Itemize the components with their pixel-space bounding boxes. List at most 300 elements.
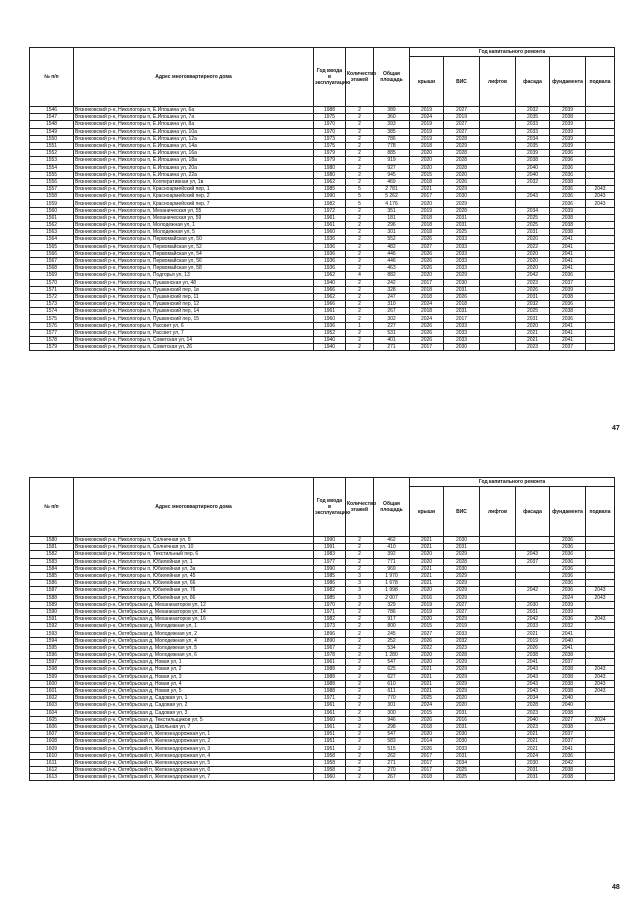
cell-floors: 2 xyxy=(346,774,374,781)
cell-vis: 2029 xyxy=(444,587,480,594)
cell-facade: 2031 xyxy=(516,293,550,300)
cell-vis: 2028 xyxy=(444,157,480,164)
cell-num: 1586 xyxy=(30,580,74,587)
cell-foundation: 2037 xyxy=(550,279,586,286)
table-row xyxy=(30,767,615,774)
cell-vis: 2016 xyxy=(444,716,480,723)
cell-roof: 2018 xyxy=(410,214,444,221)
cell-address: Вязниковский р-н, Никологоры п, Солнечная ул, 8 xyxy=(74,537,314,544)
cell-roof: 2020 xyxy=(410,164,444,171)
cell-floors: 3 xyxy=(346,572,374,579)
cell-address: Вязниковский р-н, Октябрьский п, Железнодорожная ул, 3 xyxy=(74,745,314,752)
cell-facade: 2042 xyxy=(516,272,550,279)
cell-num: 1580 xyxy=(30,537,74,544)
cell-foundation: 2039 xyxy=(550,135,586,142)
cell-lift xyxy=(480,630,516,637)
cell-roof: 2024 xyxy=(410,702,444,709)
cell-facade: 2043 xyxy=(516,680,550,687)
cell-foundation: 2038 xyxy=(550,308,586,315)
cell-floors: 3 xyxy=(346,716,374,723)
cell-year: 1940 xyxy=(314,344,346,351)
cell-lift xyxy=(480,752,516,759)
table-row xyxy=(30,738,615,745)
cell-address: Вязниковский р-н, Никологоры п, Первомайская ул, 54 xyxy=(74,250,314,257)
cell-address: Вязниковский р-н, Никологоры п, Механическая ул, 59 xyxy=(74,214,314,221)
header-num: № п/п xyxy=(30,478,74,537)
cell-facade: 2025 xyxy=(516,214,550,221)
cell-area: 627 xyxy=(374,673,410,680)
header-basement: подвала xyxy=(586,487,615,537)
cell-address: Вязниковский р-н, Никологоры п, Рассвет ул, 7 xyxy=(74,329,314,336)
cell-area: 245 xyxy=(374,630,410,637)
cell-roof: 2020 xyxy=(410,150,444,157)
cell-facade: 2034 xyxy=(516,207,550,214)
cell-address: Вязниковский р-н, Никологоры п, Первомайская ул, 56 xyxy=(74,257,314,264)
cell-vis: 2031 xyxy=(444,544,480,551)
cell-address: Вязниковский р-н, Октябрьская д, Молодежная ул, 1 xyxy=(74,623,314,630)
cell-year: 1961 xyxy=(314,659,346,666)
cell-vis: 2018 xyxy=(444,301,480,308)
cell-num: 1595 xyxy=(30,644,74,651)
repair-schedule-table xyxy=(29,477,615,781)
cell-foundation: 2038 xyxy=(550,673,586,680)
header-address: Адрес многоквартирного дома xyxy=(74,478,314,537)
cell-area: 392 xyxy=(374,551,410,558)
cell-area: 296 xyxy=(374,222,410,229)
cell-num: 1583 xyxy=(30,558,74,565)
cell-num: 1573 xyxy=(30,301,74,308)
cell-address: Вязниковский р-н, Октябрьская д, Новая ул, 4 xyxy=(74,680,314,687)
cell-year: 1985 xyxy=(314,186,346,193)
cell-vis: 2020 xyxy=(444,702,480,709)
cell-facade: 2030 xyxy=(516,759,550,766)
cell-year: 1890 xyxy=(314,637,346,644)
cell-vis: 2030 xyxy=(444,731,480,738)
cell-floors: 2 xyxy=(346,601,374,608)
cell-floors: 2 xyxy=(346,157,374,164)
cell-year: 1977 xyxy=(314,558,346,565)
cell-foundation: 2042 xyxy=(550,759,586,766)
cell-roof: 2018 xyxy=(410,222,444,229)
cell-basement xyxy=(586,630,615,637)
cell-area: 885 xyxy=(374,150,410,157)
cell-num: 1608 xyxy=(30,738,74,745)
cell-foundation: 2036 xyxy=(550,537,586,544)
cell-facade xyxy=(516,565,550,572)
cell-address: Вязниковский р-н, Никологоры п, Советская ул, 14 xyxy=(74,337,314,344)
cell-facade: 2034 xyxy=(516,695,550,702)
header-group: Год капитального ремонта xyxy=(410,478,615,487)
cell-roof: 2026 xyxy=(410,322,444,329)
cell-area: 271 xyxy=(374,759,410,766)
cell-floors: 2 xyxy=(346,637,374,644)
cell-facade: 2035 xyxy=(516,142,550,149)
cell-lift xyxy=(480,673,516,680)
cell-facade: 2031 xyxy=(516,315,550,322)
cell-lift xyxy=(480,687,516,694)
cell-address: Вязниковский р-н, Октябрьская д, Школьная ул, 7 xyxy=(74,723,314,730)
cell-address: Вязниковский р-н, Никологоры п, Е.Ипошина ул, 6а xyxy=(74,107,314,114)
cell-year: 1936 xyxy=(314,265,346,272)
cell-address: Вязниковский р-н, Октябрьская д, Новая ул, 1 xyxy=(74,659,314,666)
table-row xyxy=(30,594,615,601)
cell-year: 1982 xyxy=(314,616,346,623)
cell-address: Вязниковский р-н, Никологоры п, Кооперативная ул, 1в xyxy=(74,178,314,185)
cell-area: 5 262 xyxy=(374,193,410,200)
cell-facade: 2023 xyxy=(516,723,550,730)
cell-floors: 2 xyxy=(346,731,374,738)
cell-facade: 2032 xyxy=(516,107,550,114)
cell-facade: 2022 xyxy=(516,243,550,250)
cell-lift xyxy=(480,716,516,723)
cell-floors: 2 xyxy=(346,659,374,666)
cell-roof: 2019 xyxy=(410,601,444,608)
cell-foundation: 2036 xyxy=(550,193,586,200)
table-row xyxy=(30,601,615,608)
cell-basement xyxy=(586,572,615,579)
cell-foundation: 2038 xyxy=(550,723,586,730)
cell-year: 1936 xyxy=(314,250,346,257)
cell-vis: 2029 xyxy=(444,673,480,680)
cell-vis: 2027 xyxy=(444,121,480,128)
cell-year: 1970 xyxy=(314,601,346,608)
cell-year: 1980 xyxy=(314,171,346,178)
cell-vis: 2031 xyxy=(444,752,480,759)
cell-address: Вязниковский р-н, Никологоры п, Красноармейский пер, 2 xyxy=(74,193,314,200)
cell-roof: 2018 xyxy=(410,229,444,236)
header-vis: ВИС xyxy=(444,57,480,107)
cell-foundation: 2037 xyxy=(550,344,586,351)
table-body xyxy=(30,537,615,781)
cell-roof: 2018 xyxy=(410,142,444,149)
cell-floors: 2 xyxy=(346,107,374,114)
cell-year: 1970 xyxy=(314,121,346,128)
cell-address: Вязниковский р-н, Никологоры п, Молодежная ул, 1 xyxy=(74,222,314,229)
cell-num: 1559 xyxy=(30,200,74,207)
cell-vis: 2029 xyxy=(444,594,480,601)
cell-address: Вязниковский р-н, Октябрьская д, Садовая ул, 1 xyxy=(74,695,314,702)
cell-roof: 2024 xyxy=(410,315,444,322)
cell-vis: 2027 xyxy=(444,107,480,114)
cell-area: 547 xyxy=(374,659,410,666)
cell-facade: 2043 xyxy=(516,673,550,680)
cell-foundation: 2036 xyxy=(550,752,586,759)
cell-roof: 2021 xyxy=(410,580,444,587)
table-row xyxy=(30,695,615,702)
cell-roof: 2017 xyxy=(410,193,444,200)
cell-floors: 2 xyxy=(346,673,374,680)
cell-num: 1610 xyxy=(30,752,74,759)
cell-facade xyxy=(516,580,550,587)
cell-area: 1 280 xyxy=(374,652,410,659)
table-row xyxy=(30,702,615,709)
cell-facade: 2043 xyxy=(516,666,550,673)
cell-floors: 2 xyxy=(346,265,374,272)
cell-year: 1973 xyxy=(314,623,346,630)
cell-roof: 2025 xyxy=(410,695,444,702)
cell-num: 1598 xyxy=(30,666,74,673)
cell-year: 1982 xyxy=(314,587,346,594)
cell-year: 1961 xyxy=(314,308,346,315)
cell-address: Вязниковский р-н, Октябрьская д, Механизаторов ул, 12 xyxy=(74,601,314,608)
cell-year: 1936 xyxy=(314,257,346,264)
cell-vis: 2034 xyxy=(444,759,480,766)
cell-year: 1960 xyxy=(314,774,346,781)
cell-roof: 2017 xyxy=(410,344,444,351)
cell-floors: 2 xyxy=(346,652,374,659)
cell-basement xyxy=(586,537,615,544)
cell-facade: 2021 xyxy=(516,329,550,336)
cell-year: 1979 xyxy=(314,157,346,164)
cell-lift xyxy=(480,608,516,615)
cell-floors: 2 xyxy=(346,114,374,121)
cell-year: 1971 xyxy=(314,608,346,615)
cell-area: 463 xyxy=(374,265,410,272)
cell-floors: 2 xyxy=(346,623,374,630)
cell-year: 1982 xyxy=(314,200,346,207)
cell-roof: 2027 xyxy=(410,630,444,637)
cell-address: Вязниковский р-н, Октябрьская д, Текстильщиков ул, 5 xyxy=(74,716,314,723)
cell-lift xyxy=(480,565,516,572)
cell-area: 610 xyxy=(374,680,410,687)
cell-vis: 2031 xyxy=(444,214,480,221)
cell-basement xyxy=(586,623,615,630)
cell-roof: 2026 xyxy=(410,716,444,723)
cell-num: 1587 xyxy=(30,587,74,594)
cell-area: 882 xyxy=(374,272,410,279)
cell-floors: 2 xyxy=(346,257,374,264)
table-row xyxy=(30,759,615,766)
cell-foundation: 2038 xyxy=(550,222,586,229)
cell-facade: 2033 xyxy=(516,121,550,128)
cell-foundation: 2040 xyxy=(550,637,586,644)
cell-foundation: 2038 xyxy=(550,680,586,687)
cell-basement xyxy=(586,644,615,651)
cell-facade: 2041 xyxy=(516,659,550,666)
cell-floors: 2 xyxy=(346,121,374,128)
cell-floors: 2 xyxy=(346,243,374,250)
cell-area: 301 xyxy=(374,229,410,236)
cell-vis: 2028 xyxy=(444,652,480,659)
cell-vis: 2029 xyxy=(444,200,480,207)
cell-address: Вязниковский р-н, Никологоры п, Юбилейная ул, 66 xyxy=(74,580,314,587)
cell-facade: 2042 xyxy=(516,616,550,623)
cell-year: 1951 xyxy=(314,731,346,738)
cell-floors: 2 xyxy=(346,695,374,702)
cell-num: 1572 xyxy=(30,293,74,300)
cell-vis: 2029 xyxy=(444,272,480,279)
cell-year: 1961 xyxy=(314,723,346,730)
cell-vis: 2033 xyxy=(444,257,480,264)
cell-floors: 2 xyxy=(346,558,374,565)
cell-area: 360 xyxy=(374,114,410,121)
cell-vis: 2031 xyxy=(444,308,480,315)
cell-year: 1980 xyxy=(314,164,346,171)
cell-facade: 2032 xyxy=(516,178,550,185)
cell-lift xyxy=(480,695,516,702)
cell-facade: 2043 xyxy=(516,551,550,558)
cell-roof: 2021 xyxy=(410,186,444,193)
cell-vis: 2029 xyxy=(444,659,480,666)
cell-area: 547 xyxy=(374,731,410,738)
cell-foundation: 2039 xyxy=(550,142,586,149)
cell-vis: 2033 xyxy=(444,329,480,336)
cell-floors: 2 xyxy=(346,236,374,243)
cell-facade: 2038 xyxy=(516,652,550,659)
cell-address: Вязниковский р-н, Никологоры п, Красноармейский пер, 7 xyxy=(74,200,314,207)
cell-vis: 2033 xyxy=(444,265,480,272)
cell-address: Вязниковский р-н, Никологоры п, Подгорья ул, 13 xyxy=(74,272,314,279)
cell-year: 1986 xyxy=(314,580,346,587)
cell-lift xyxy=(480,558,516,565)
cell-num: 1603 xyxy=(30,702,74,709)
cell-num: 1591 xyxy=(30,616,74,623)
cell-year: 1961 xyxy=(314,214,346,221)
cell-floors: 5 xyxy=(346,200,374,207)
cell-floors: 2 xyxy=(346,702,374,709)
cell-vis: 2029 xyxy=(444,186,480,193)
cell-num: 1564 xyxy=(30,236,74,243)
cell-year: 1988 xyxy=(314,687,346,694)
cell-address: Вязниковский р-н, Никологоры п, Е.Ипошина ул, 18а xyxy=(74,157,314,164)
cell-basement xyxy=(586,702,615,709)
cell-facade: 2021 xyxy=(516,745,550,752)
cell-address: Вязниковский р-н, Никологоры п, Юбилейная ул, 1 xyxy=(74,558,314,565)
cell-lift xyxy=(480,544,516,551)
cell-lift xyxy=(480,644,516,651)
cell-roof: 2019 xyxy=(410,608,444,615)
table-row xyxy=(30,544,615,551)
cell-lift xyxy=(480,601,516,608)
cell-num: 1577 xyxy=(30,329,74,336)
cell-roof: 2020 xyxy=(410,558,444,565)
table-row xyxy=(30,608,615,615)
cell-address: Вязниковский р-н, Никологоры п, Юбилейная ул, 45 xyxy=(74,572,314,579)
cell-num: 1568 xyxy=(30,265,74,272)
cell-facade: 2034 xyxy=(516,135,550,142)
cell-roof: 2018 xyxy=(410,308,444,315)
cell-address: Вязниковский р-н, Октябрьская д, Молодежная ул, 2 xyxy=(74,630,314,637)
cell-vis: 2028 xyxy=(444,558,480,565)
cell-address: Вязниковский р-н, Октябрьская д, Садовая ул, 3 xyxy=(74,709,314,716)
cell-floors: 2 xyxy=(346,178,374,185)
cell-area: 771 xyxy=(374,558,410,565)
cell-year: 1985 xyxy=(314,594,346,601)
cell-area: 328 xyxy=(374,286,410,293)
cell-floors: 2 xyxy=(346,315,374,322)
cell-num: 1606 xyxy=(30,723,74,730)
cell-floors: 2 xyxy=(346,128,374,135)
cell-vis: 2019 xyxy=(444,114,480,121)
cell-year: 1966 xyxy=(314,301,346,308)
header-area: Общая площадь xyxy=(374,48,410,107)
cell-year: 1936 xyxy=(314,236,346,243)
cell-area: 227 xyxy=(374,322,410,329)
cell-num: 1561 xyxy=(30,214,74,221)
cell-vis: 2025 xyxy=(444,767,480,774)
cell-area: 946 xyxy=(374,716,410,723)
cell-roof: 2014 xyxy=(410,738,444,745)
cell-vis: 2029 xyxy=(444,680,480,687)
cell-area: 302 xyxy=(374,315,410,322)
cell-roof: 2021 xyxy=(410,666,444,673)
cell-num: 1549 xyxy=(30,128,74,135)
cell-year: 1958 xyxy=(314,767,346,774)
cell-facade: 2040 xyxy=(516,164,550,171)
table-row xyxy=(30,745,615,752)
cell-basement: 2043 xyxy=(586,193,615,200)
cell-facade: 2033 xyxy=(516,128,550,135)
cell-area: 462 xyxy=(374,537,410,544)
cell-floors: 2 xyxy=(346,680,374,687)
cell-num: 1604 xyxy=(30,709,74,716)
cell-foundation: 2036 xyxy=(550,186,586,193)
cell-facade: 2037 xyxy=(516,558,550,565)
cell-facade: 2020 xyxy=(516,250,550,257)
header-lift: лифтов xyxy=(480,57,516,107)
cell-roof: 2021 xyxy=(410,680,444,687)
cell-floors: 2 xyxy=(346,135,374,142)
cell-lift xyxy=(480,680,516,687)
cell-address: Вязниковский р-н, Октябрьский п, Железнодорожная ул, 6 xyxy=(74,767,314,774)
cell-roof: 2026 xyxy=(410,236,444,243)
cell-lift xyxy=(480,594,516,601)
cell-roof: 2018 xyxy=(410,723,444,730)
cell-facade: 2039 xyxy=(516,150,550,157)
cell-floors: 2 xyxy=(346,142,374,149)
cell-lift xyxy=(480,723,516,730)
cell-area: 385 xyxy=(374,128,410,135)
cell-address: Вязниковский р-н, Октябрьская д, Механизаторов ул, 14 xyxy=(74,608,314,615)
cell-foundation: 2039 xyxy=(550,608,586,615)
cell-foundation: 2041 xyxy=(550,745,586,752)
cell-roof: 2022 xyxy=(410,644,444,651)
cell-foundation: 2036 xyxy=(550,150,586,157)
cell-foundation: 2036 xyxy=(550,587,586,594)
cell-year: 1991 xyxy=(314,544,346,551)
cell-basement xyxy=(586,551,615,558)
cell-year: 1971 xyxy=(314,695,346,702)
cell-year: 1961 xyxy=(314,709,346,716)
cell-foundation: 2040 xyxy=(550,695,586,702)
cell-foundation: 2038 xyxy=(550,178,586,185)
cell-vis: 2033 xyxy=(444,745,480,752)
cell-floors: 2 xyxy=(346,293,374,300)
cell-address: Вязниковский р-н, Никологоры п, Пушкинский пер, 12 xyxy=(74,301,314,308)
cell-lift xyxy=(480,572,516,579)
cell-foundation: 2036 xyxy=(550,272,586,279)
cell-roof: 2026 xyxy=(410,329,444,336)
cell-floors: 5 xyxy=(346,193,374,200)
cell-area: 778 xyxy=(374,142,410,149)
cell-num: 1581 xyxy=(30,544,74,551)
cell-address: Вязниковский р-н, Никологоры п, Е.Ипошина ул, 12а xyxy=(74,135,314,142)
cell-address: Вязниковский р-н, Никологоры п, Пушкинский пер, 1в xyxy=(74,286,314,293)
cell-num: 1590 xyxy=(30,608,74,615)
cell-lift xyxy=(480,616,516,623)
cell-vis: 2025 xyxy=(444,229,480,236)
cell-vis: 2030 xyxy=(444,738,480,745)
table-row xyxy=(30,637,615,644)
cell-facade: 2028 xyxy=(516,702,550,709)
cell-basement: 2043 xyxy=(586,200,615,207)
header-facade: фасада xyxy=(516,57,550,107)
cell-year: 1975 xyxy=(314,114,346,121)
header-basement: подвала xyxy=(586,57,615,107)
cell-floors: 2 xyxy=(346,709,374,716)
cell-roof: 2021 xyxy=(410,687,444,694)
cell-num: 1569 xyxy=(30,272,74,279)
